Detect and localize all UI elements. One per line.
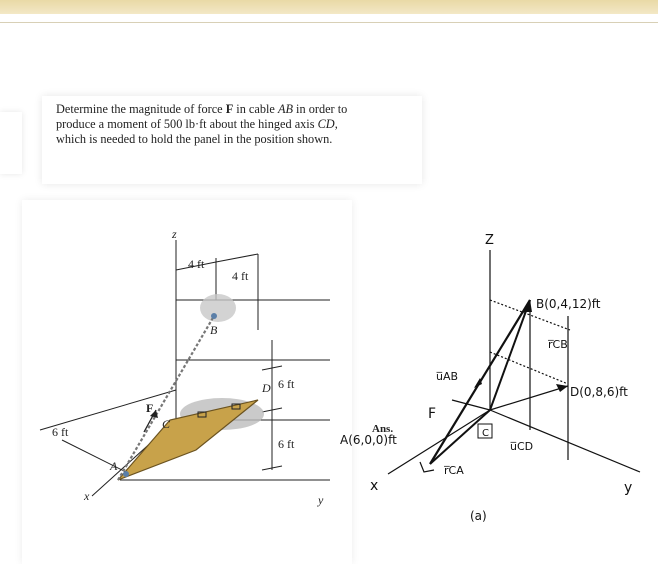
sketch-y-label: y	[624, 480, 633, 496]
sketch-d-arrowhead	[556, 384, 568, 392]
label-c: C	[162, 417, 171, 431]
label-b: B	[210, 323, 218, 337]
sketch-point-a: A(6,0,0)ft	[340, 433, 397, 447]
label-d: D	[262, 381, 271, 395]
sketch-c-label: C	[482, 428, 489, 439]
label-a: A	[110, 459, 118, 473]
sketch-f-label: F	[428, 406, 437, 422]
axis-y-label: y	[318, 493, 324, 507]
sketch-u-ab-label: u̅AB	[436, 370, 459, 383]
sketch-r-cb-label: r̅CB	[548, 338, 568, 351]
ans-label: Ans.	[372, 423, 394, 435]
sketch-f-line	[452, 400, 490, 410]
problem-statement: Determine the magnitude of force F in cable AB in order to produce a moment of 500 lb·ft about the hinged axis CD, which is needed to hold the panel in the position shown.	[56, 102, 348, 146]
dim-6ft-right-bottom: 6 ft	[278, 437, 295, 451]
sketch-x-axis	[388, 410, 490, 474]
axis-z-label: z	[172, 227, 177, 241]
sketch-cd-line	[490, 386, 568, 410]
sketch-r-ca-label: r̅CA	[444, 464, 464, 477]
sketch-z-label: Z	[485, 233, 494, 248]
axis-x-label: x	[84, 489, 90, 503]
dim-4ft-left: 4 ft	[188, 257, 205, 271]
sketch-x-label: x	[370, 478, 379, 494]
dim-4ft-right: 4 ft	[232, 269, 249, 283]
sketch-u-cd-label: u̅CD	[510, 440, 534, 453]
dim-6ft-right-top: 6 ft	[278, 377, 295, 391]
sketch-point-d: D(0,8,6)ft	[570, 385, 628, 399]
sketch-point-b: B(0,4,12)ft	[536, 297, 601, 311]
label-f: F	[146, 401, 154, 415]
sketch-caption: (a)	[470, 509, 487, 523]
dim-6ft-left: 6 ft	[52, 425, 69, 439]
